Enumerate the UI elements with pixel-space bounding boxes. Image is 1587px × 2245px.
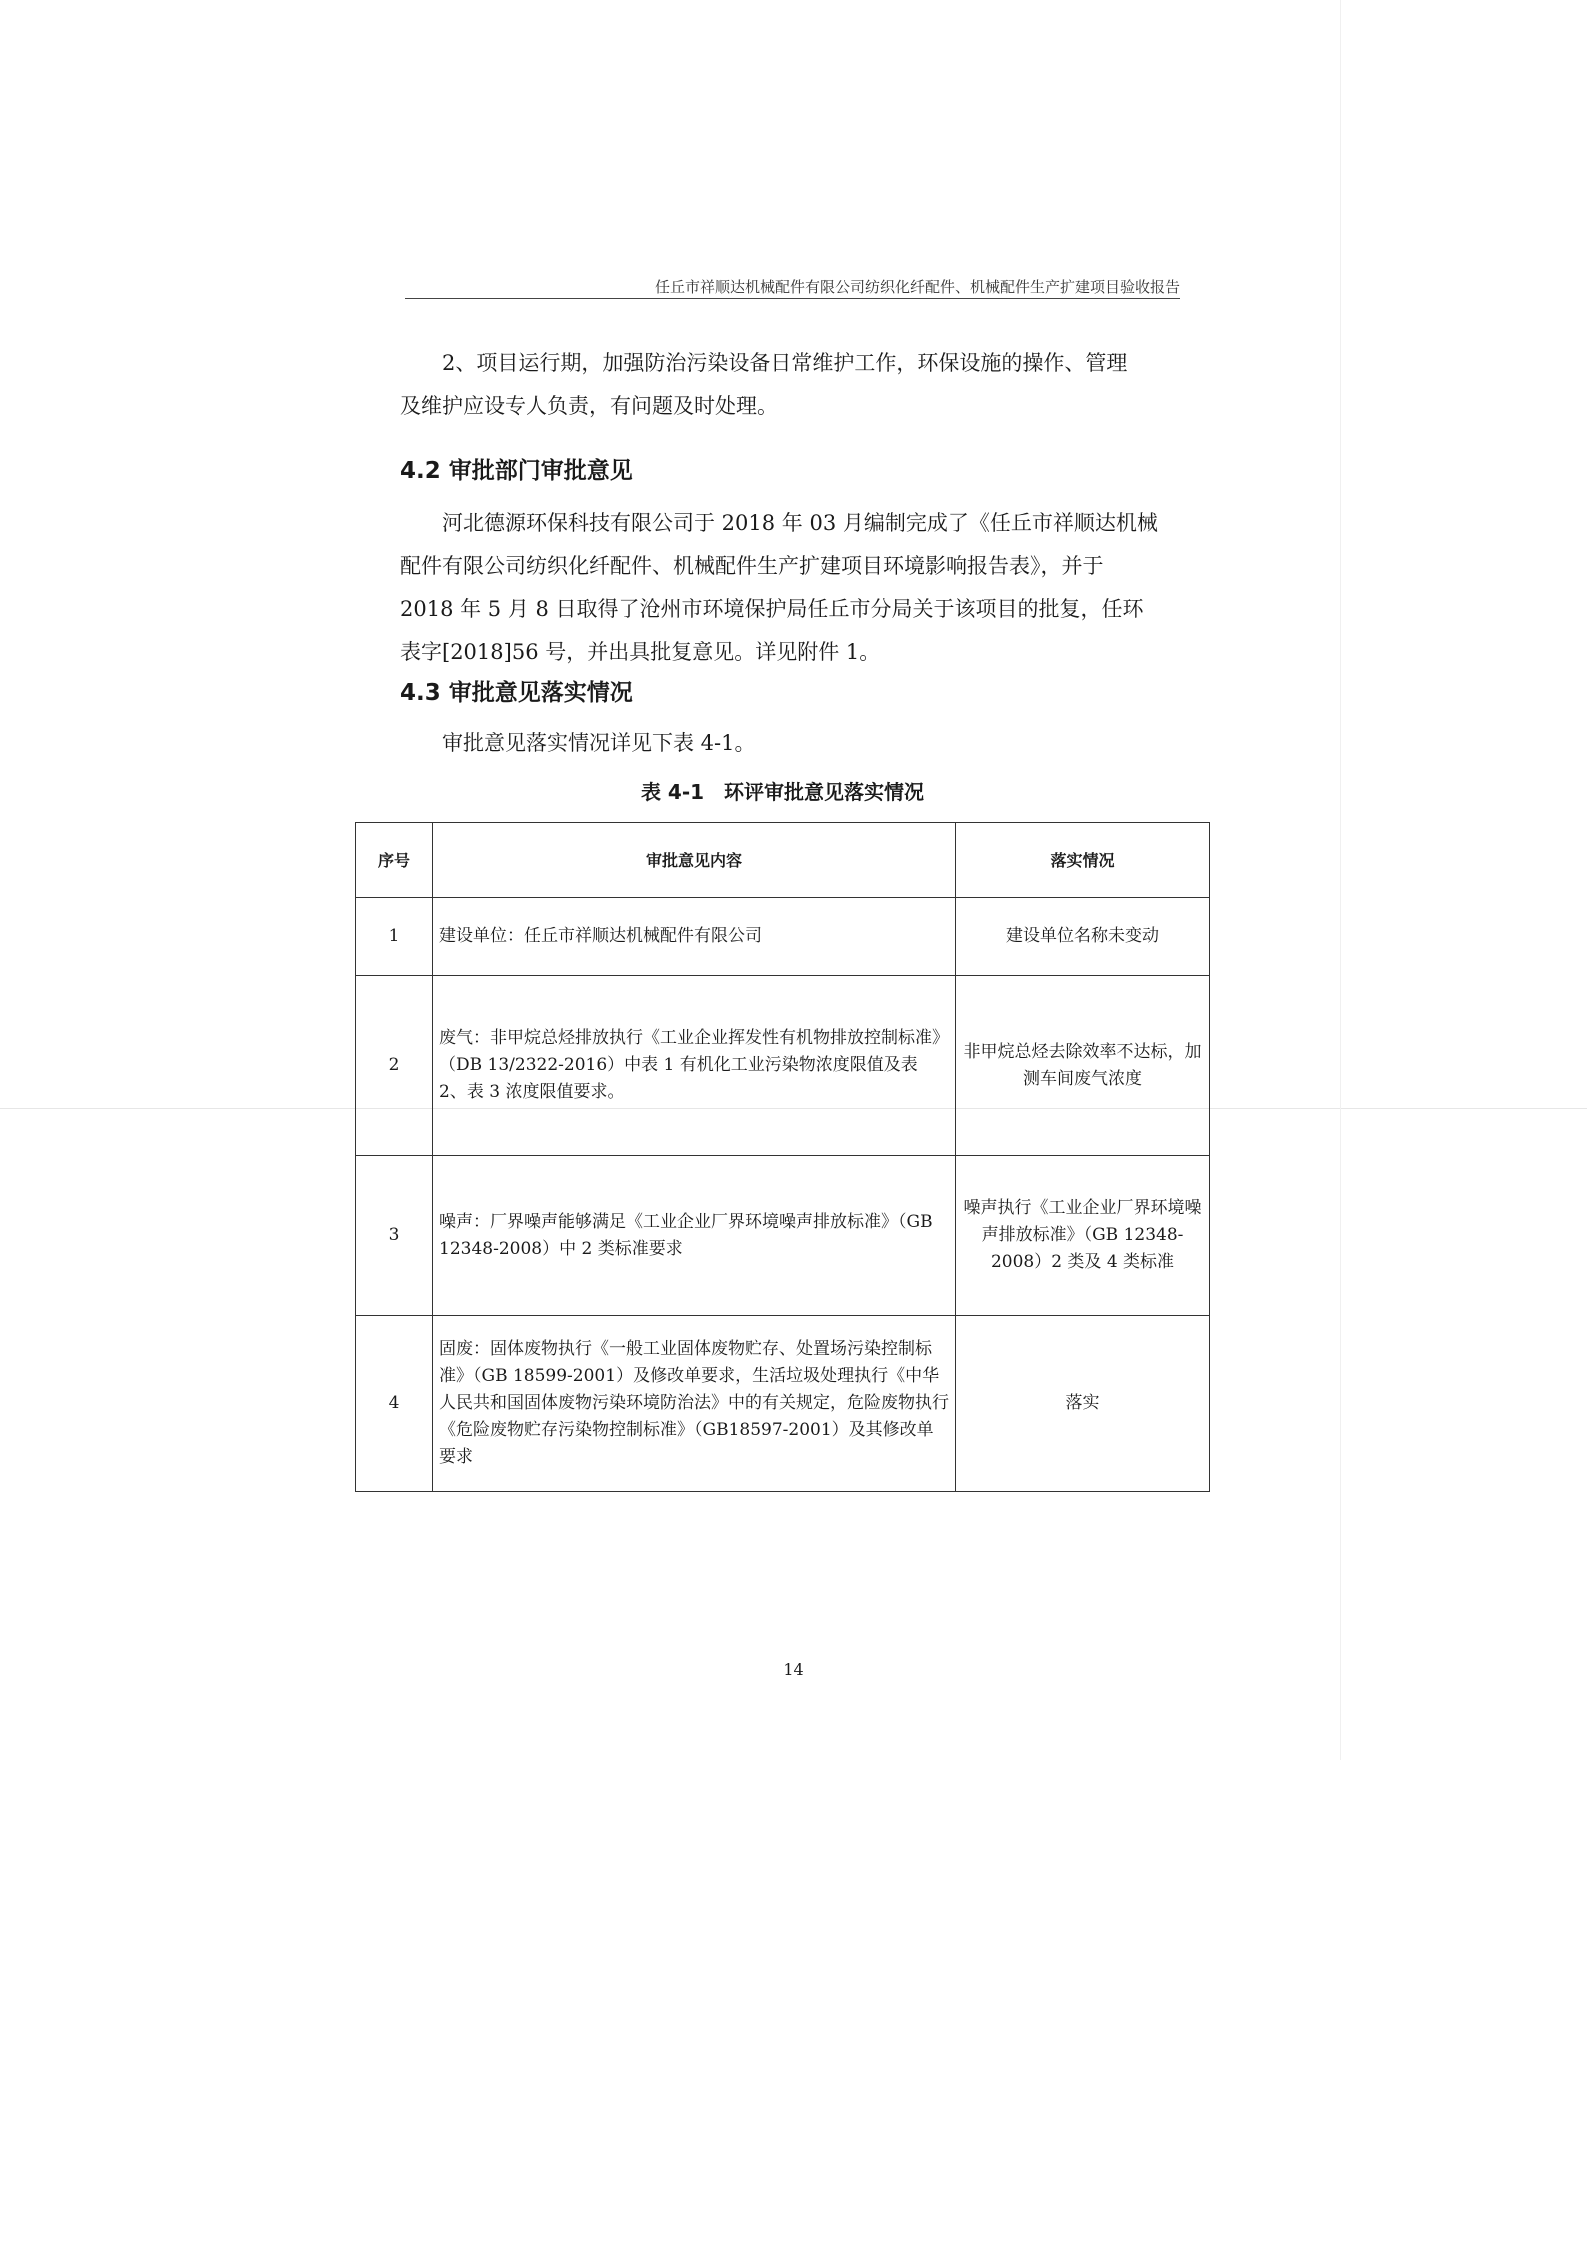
header-divider	[405, 298, 1180, 299]
cell-no: 1	[356, 898, 433, 976]
table-row	[356, 898, 1210, 976]
table-header-row	[356, 823, 1210, 898]
paragraph-line: 表字[2018]56 号，并出具批复意见。详见附件 1。	[400, 640, 881, 664]
scan-artifact-edge	[1340, 0, 1341, 1760]
table-row	[356, 1156, 1210, 1316]
cell-result: 噪声执行《工业企业厂界环境噪声排放标准》（GB 12348-2008）2 类及 4 类标准	[956, 1156, 1210, 1316]
paragraph-line: 及维护应设专人负责，有问题及时处理。	[400, 394, 778, 418]
header-result: 落实情况	[956, 823, 1210, 898]
section-heading-4-3: 4.3 审批意见落实情况	[400, 680, 633, 706]
paragraph-line: 2018 年 5 月 8 日取得了沧州市环境保护局任丘市分局关于该项目的批复，任环	[400, 597, 1144, 621]
cell-content: 建设单位：任丘市祥顺达机械配件有限公司	[433, 898, 956, 976]
cell-content: 固废：固体废物执行《一般工业固体废物贮存、处置场污染控制标准》（GB 18599-2001）及修改单要求，生活垃圾处理执行《中华人民共和国固体废物污染环境防治法》中的有关规定，危险废物执行《危险废物贮存污染物控制标准》（GB18597-2001）及其修改单要求	[433, 1316, 956, 1492]
header-content: 审批意见内容	[433, 823, 956, 898]
paragraph-line: 2、项目运行期，加强防治污染设备日常维护工作，环保设施的操作、管理	[442, 351, 1128, 375]
cell-no: 3	[356, 1156, 433, 1316]
table-caption: 表 4-1 环评审批意见落实情况	[640, 780, 925, 804]
paragraph-line: 河北德源环保科技有限公司于 2018 年 03 月编制完成了《任丘市祥顺达机械	[442, 511, 1158, 535]
header-no: 序号	[356, 823, 433, 898]
approval-implementation-table	[355, 822, 1210, 1492]
cell-result: 落实	[956, 1316, 1210, 1492]
section-heading-4-2: 4.2 审批部门审批意见	[400, 458, 633, 484]
paragraph-table-intro	[400, 722, 1190, 765]
cell-result: 建设单位名称未变动	[956, 898, 1210, 976]
table-row	[356, 976, 1210, 1156]
page-header-title: 任丘市祥顺达机械配件有限公司纺织化纤配件、机械配件生产扩建项目验收报告	[654, 278, 1180, 296]
paragraph-line: 配件有限公司纺织化纤配件、机械配件生产扩建项目环境影响报告表》，并于	[400, 554, 1104, 578]
paragraph-line: 审批意见落实情况详见下表 4-1。	[442, 731, 756, 755]
page-number: 14	[783, 1660, 804, 1679]
table-row	[356, 1316, 1210, 1492]
cell-no: 4	[356, 1316, 433, 1492]
cell-content: 废气：非甲烷总烃排放执行《工业企业挥发性有机物排放控制标准》（DB 13/2322-2016）中表 1 有机化工业污染物浓度限值及表 2、表 3 浓度限值要求。	[433, 976, 956, 1156]
cell-no: 2	[356, 976, 433, 1156]
paragraph-approval	[400, 502, 1190, 674]
paragraph-maintenance	[400, 342, 1190, 428]
cell-result: 非甲烷总烃去除效率不达标，加测车间废气浓度	[956, 976, 1210, 1156]
cell-content: 噪声：厂界噪声能够满足《工业企业厂界环境噪声排放标准》（GB 12348-2008）中 2 类标准要求	[433, 1156, 956, 1316]
